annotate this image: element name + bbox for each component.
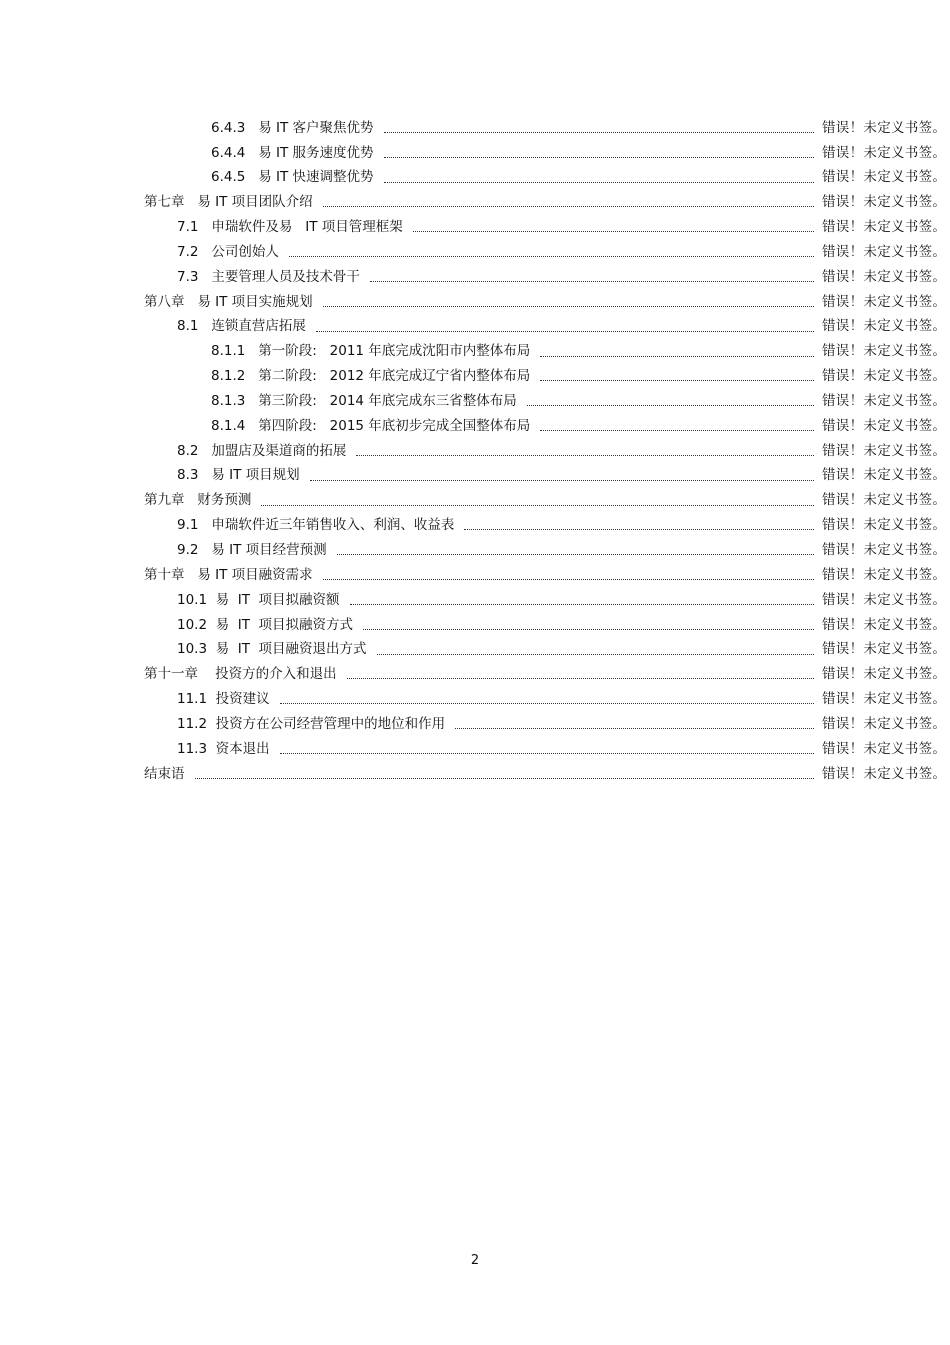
toc-entry-title: 第九章 财务预测 bbox=[144, 492, 252, 509]
toc-entry-page-ref: 错误！未定义书签。 bbox=[822, 492, 947, 509]
dot-leader bbox=[195, 778, 815, 779]
dot-leader bbox=[540, 380, 814, 381]
toc-entry[interactable] bbox=[0, 538, 950, 563]
toc-entry-title: 第十章 易 IT 项目融资需求 bbox=[144, 566, 313, 583]
toc-entry[interactable] bbox=[0, 588, 950, 613]
dot-leader bbox=[347, 678, 814, 679]
toc-entry-page-ref: 错误！未定义书签。 bbox=[822, 268, 947, 285]
toc-entry[interactable] bbox=[0, 762, 950, 787]
toc-entry-title: 10.1 易 IT 项目拟融资额 bbox=[177, 591, 340, 608]
toc-entry-title: 10.3 易 IT 项目融资退出方式 bbox=[177, 641, 367, 658]
dot-leader bbox=[455, 728, 814, 729]
toc-entry[interactable] bbox=[0, 712, 950, 737]
toc-entry-title: 结束语 bbox=[144, 765, 185, 782]
toc-entry-title: 11.2 投资方在公司经营管理中的地位和作用 bbox=[177, 715, 446, 732]
toc-entry-title: 9.2 易 IT 项目经营预测 bbox=[177, 542, 327, 559]
toc-entry-title: 第十一章 投资方的介入和退出 bbox=[144, 666, 337, 683]
toc-entry[interactable] bbox=[0, 638, 950, 663]
toc-entry-title: 8.1.2 第二阶段: 2012 年底完成辽宁省内整体布局 bbox=[211, 368, 531, 385]
toc-entry-title: 7.3 主要管理人员及技术骨干 bbox=[177, 268, 360, 285]
page-number: 2 bbox=[470, 1253, 480, 1268]
toc-entry-title: 第八章 易 IT 项目实施规划 bbox=[144, 293, 313, 310]
toc-entry[interactable] bbox=[0, 613, 950, 638]
toc-entry-page-ref: 错误！未定义书签。 bbox=[822, 740, 947, 757]
toc-entry-page-ref: 错误！未定义书签。 bbox=[822, 293, 947, 310]
toc-entry[interactable] bbox=[0, 191, 950, 216]
dot-leader bbox=[377, 654, 814, 655]
toc-entry-page-ref: 错误！未定义书签。 bbox=[822, 616, 947, 633]
toc-entry-page-ref: 错误！未定义书签。 bbox=[822, 691, 947, 708]
toc-entry-page-ref: 错误！未定义书签。 bbox=[822, 715, 947, 732]
dot-leader bbox=[540, 356, 814, 357]
toc-entry-page-ref: 错误！未定义书签。 bbox=[822, 368, 947, 385]
dot-leader bbox=[323, 579, 814, 580]
toc-entry-title: 第七章 易 IT 项目团队介绍 bbox=[144, 194, 313, 211]
toc-entry-page-ref: 错误！未定义书签。 bbox=[822, 392, 947, 409]
toc-entry-page-ref: 错误！未定义书签。 bbox=[822, 417, 947, 434]
dot-leader bbox=[316, 331, 814, 332]
dot-leader bbox=[464, 529, 814, 530]
dot-leader bbox=[280, 703, 814, 704]
toc-entry-page-ref: 错误！未定义书签。 bbox=[822, 641, 947, 658]
toc-entry-page-ref: 错误！未定义书签。 bbox=[822, 566, 947, 583]
dot-leader bbox=[261, 505, 814, 506]
toc-entry[interactable] bbox=[0, 489, 950, 514]
toc-entry-title: 8.1.3 第三阶段: 2014 年底完成东三省整体布局 bbox=[211, 392, 517, 409]
toc-entry-page-ref: 错误！未定义书签。 bbox=[822, 318, 947, 335]
dot-leader bbox=[337, 554, 814, 555]
toc-entry[interactable] bbox=[0, 215, 950, 240]
toc-entry-page-ref: 错误！未定义书签。 bbox=[822, 442, 947, 459]
toc-entry[interactable] bbox=[0, 240, 950, 265]
table-of-contents bbox=[0, 116, 950, 787]
toc-entry-page-ref: 错误！未定义书签。 bbox=[822, 343, 947, 360]
toc-entry[interactable] bbox=[0, 439, 950, 464]
dot-leader bbox=[350, 604, 814, 605]
toc-entry-title: 8.3 易 IT 项目规划 bbox=[177, 467, 300, 484]
dot-leader bbox=[356, 455, 814, 456]
toc-entry-title: 6.4.4 易 IT 服务速度优势 bbox=[211, 144, 374, 161]
dot-leader bbox=[540, 430, 814, 431]
dot-leader bbox=[323, 206, 814, 207]
toc-entry[interactable] bbox=[0, 687, 950, 712]
toc-entry[interactable] bbox=[0, 290, 950, 315]
toc-entry[interactable] bbox=[0, 340, 950, 365]
toc-entry-title: 8.1.4 第四阶段: 2015 年底初步完成全国整体布局 bbox=[211, 417, 531, 434]
toc-entry-title: 8.1 连锁直营店拓展 bbox=[177, 318, 306, 335]
toc-entry[interactable] bbox=[0, 514, 950, 539]
toc-entry-page-ref: 错误！未定义书签。 bbox=[822, 144, 947, 161]
toc-entry[interactable] bbox=[0, 414, 950, 439]
toc-entry-title: 10.2 易 IT 项目拟融资方式 bbox=[177, 616, 354, 633]
toc-entry-title: 9.1 申瑞软件近三年销售收入、利润、收益表 bbox=[177, 517, 455, 534]
dot-leader bbox=[289, 256, 814, 257]
toc-entry-title: 8.1.1 第一阶段: 2011 年底完成沈阳市内整体布局 bbox=[211, 343, 531, 360]
dot-leader bbox=[413, 231, 814, 232]
toc-entry-page-ref: 错误！未定义书签。 bbox=[822, 169, 947, 186]
toc-entry-title: 6.4.5 易 IT 快速调整优势 bbox=[211, 169, 374, 186]
dot-leader bbox=[363, 629, 814, 630]
dot-leader bbox=[280, 753, 814, 754]
toc-entry[interactable] bbox=[0, 663, 950, 688]
toc-entry-title: 11.1 投资建议 bbox=[177, 691, 270, 708]
toc-entry[interactable] bbox=[0, 116, 950, 141]
dot-leader bbox=[527, 405, 814, 406]
toc-entry-page-ref: 错误！未定义书签。 bbox=[822, 219, 947, 236]
toc-entry-page-ref: 错误！未定义书签。 bbox=[822, 119, 947, 136]
toc-entry-page-ref: 错误！未定义书签。 bbox=[822, 765, 947, 782]
toc-entry[interactable] bbox=[0, 464, 950, 489]
toc-entry[interactable] bbox=[0, 563, 950, 588]
toc-entry-page-ref: 错误！未定义书签。 bbox=[822, 467, 947, 484]
toc-entry[interactable] bbox=[0, 737, 950, 762]
toc-entry-title: 8.2 加盟店及渠道商的拓展 bbox=[177, 442, 347, 459]
dot-leader bbox=[384, 182, 814, 183]
toc-entry-page-ref: 错误！未定义书签。 bbox=[822, 666, 947, 683]
toc-entry-page-ref: 错误！未定义书签。 bbox=[822, 243, 947, 260]
dot-leader bbox=[323, 306, 814, 307]
toc-entry-title: 7.2 公司创始人 bbox=[177, 243, 279, 260]
dot-leader bbox=[384, 157, 814, 158]
toc-entry[interactable] bbox=[0, 265, 950, 290]
toc-entry-title: 7.1 申瑞软件及易 IT 项目管理框架 bbox=[177, 219, 403, 236]
toc-entry-page-ref: 错误！未定义书签。 bbox=[822, 542, 947, 559]
toc-entry-page-ref: 错误！未定义书签。 bbox=[822, 517, 947, 534]
toc-entry[interactable] bbox=[0, 141, 950, 166]
toc-entry[interactable] bbox=[0, 166, 950, 191]
dot-leader bbox=[370, 281, 814, 282]
dot-leader bbox=[310, 480, 814, 481]
toc-entry[interactable] bbox=[0, 364, 950, 389]
toc-entry-title: 11.3 资本退出 bbox=[177, 740, 270, 757]
toc-entry-page-ref: 错误！未定义书签。 bbox=[822, 591, 947, 608]
toc-entry-page-ref: 错误！未定义书签。 bbox=[822, 194, 947, 211]
toc-entry-title: 6.4.3 易 IT 客户聚焦优势 bbox=[211, 119, 374, 136]
toc-entry[interactable] bbox=[0, 389, 950, 414]
dot-leader bbox=[384, 132, 814, 133]
toc-entry[interactable] bbox=[0, 315, 950, 340]
